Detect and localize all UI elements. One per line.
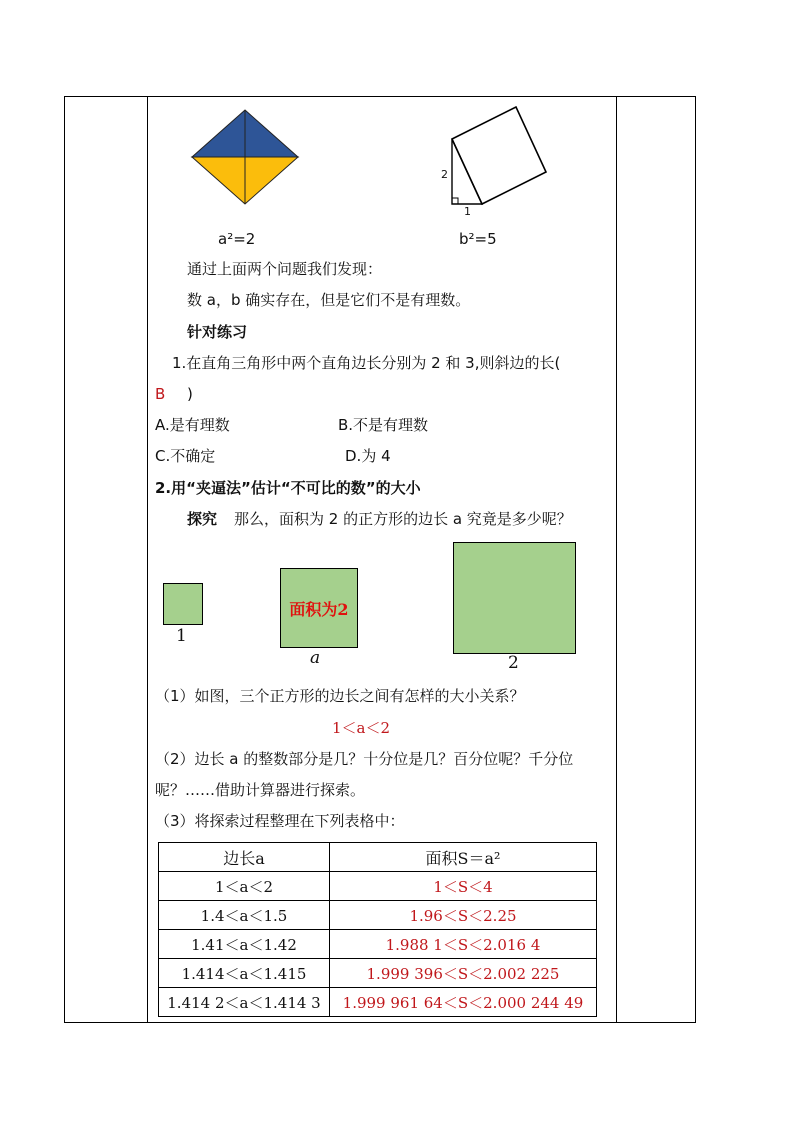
discovery-conclusion: 数 a，b 确实存在，但是它们不是有理数。 (187, 291, 471, 309)
diamond-figure (190, 109, 300, 205)
table-row (159, 901, 597, 930)
question-part-2-line-1: （2）边长 a 的整数部分是几？十分位是几？百分位呢？千分位 (155, 750, 574, 768)
option-c: C.不确定 (155, 447, 216, 465)
question-1-close-paren: ) (187, 385, 193, 403)
table-cell-area: 1.999 396＜S＜2.002 225 (330, 959, 597, 988)
triangle-side-1-label: 1 (464, 205, 471, 218)
explore-label: 探究 (187, 510, 218, 528)
option-d: D.为 4 (345, 447, 391, 465)
triangle-side-2-label: 2 (441, 168, 448, 181)
practice-heading: 针对练习 (187, 323, 248, 341)
table-cell-side: 1.414 2＜a＜1.414 3 (159, 988, 330, 1017)
option-b: B.不是有理数 (338, 416, 429, 434)
table-row (159, 959, 597, 988)
table-cell-area: 1＜S＜4 (330, 872, 597, 901)
table-cell-side: 1.41＜a＜1.42 (159, 930, 330, 959)
table-row (159, 930, 597, 959)
exploration-table (158, 842, 597, 1017)
triangle-square-figure (436, 106, 552, 224)
diamond-caption: a²=2 (218, 230, 256, 248)
table-header-row (159, 843, 597, 872)
square-medium-area-label: 面积为2 (289, 600, 349, 619)
table-cell-area: 1.96＜S＜2.25 (330, 901, 597, 930)
table-row (159, 872, 597, 901)
table-header-side: 边长a (159, 843, 330, 872)
triangle-caption: b²=5 (459, 230, 497, 248)
square-small-label: 1 (176, 626, 187, 646)
section-2-heading: 2.用“夹逼法”估计“不可比的数”的大小 (155, 479, 421, 497)
question-part-1: （1）如图，三个正方形的边长之间有怎样的大小关系？ (155, 687, 525, 705)
question-1-text: 1.在直角三角形中两个直角边长分别为 2 和 3,则斜边的长( (172, 354, 561, 372)
square-small (163, 583, 203, 625)
question-part-2-line-2: 呢？……借助计算器进行探索。 (155, 781, 366, 799)
square-medium-label: a (310, 648, 321, 668)
table-cell-side: 1.414＜a＜1.415 (159, 959, 330, 988)
column-divider-right (616, 97, 617, 1022)
square-medium (280, 568, 358, 648)
table-header-area: 面积S＝a² (330, 843, 597, 872)
table-cell-area: 1.999 961 64＜S＜2.000 244 49 (330, 988, 597, 1017)
column-divider-left (147, 97, 148, 1022)
table-cell-side: 1.4＜a＜1.5 (159, 901, 330, 930)
question-part-3: （3）将探索过程整理在下列表格中： (155, 812, 405, 830)
question-1-answer: B (155, 385, 166, 403)
discovery-intro: 通过上面两个问题我们发现： (187, 260, 383, 278)
table-cell-area: 1.988 1＜S＜2.016 4 (330, 930, 597, 959)
table-cell-side: 1＜a＜2 (159, 872, 330, 901)
square-large (453, 542, 576, 654)
table-row (159, 988, 597, 1017)
question-part-1-answer: 1＜a＜2 (332, 719, 391, 737)
explore-text: 那么，面积为 2 的正方形的边长 a 究竟是多少呢？ (234, 510, 572, 528)
option-a: A.是有理数 (155, 416, 230, 434)
square-large-label: 2 (508, 653, 519, 673)
